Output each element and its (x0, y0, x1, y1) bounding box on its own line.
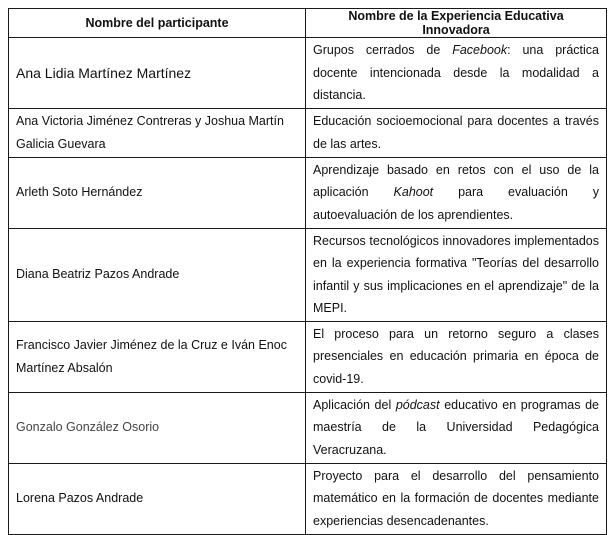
experience-text-segment: Proyecto para el desarrollo del pensamiento matemático en la formación de docentes mediante experiencias desencadenantes. (313, 468, 599, 528)
participant-name: Ana Lidia Martínez Martínez (9, 38, 306, 109)
experience-title (306, 108, 607, 157)
experience-text-segment: Aplicación del (313, 397, 396, 412)
participant-name: Diana Beatriz Pazos Andrade (9, 228, 306, 321)
table-row (9, 38, 607, 109)
participants-table (8, 8, 607, 535)
experience-title (306, 157, 607, 228)
experience-text-segment: educativo en programas de maestría de la Universidad Pedagógica Veracruzana. (313, 397, 599, 457)
experience-title (306, 463, 607, 534)
experience-text-segment: El proceso para un retorno seguro a clases presenciales en educación primaria en época de covid-19. (313, 326, 599, 386)
header-participant: Nombre del participante (9, 9, 306, 38)
experience-text-segment: Recursos tecnológicos innovadores implementados en la experiencia formativa "Teorías del desarrollo infantil y sus implicaciones en el aprendizaje" de la MEPI. (313, 233, 599, 315)
table-row (9, 228, 607, 321)
experience-text-segment: : una práctica docente intencionada desde la modalidad a distancia. (313, 43, 599, 102)
table-row (9, 463, 607, 534)
experience-title (306, 321, 607, 392)
experience-text-segment: Educación socioemocional para docentes a través de las artes. (313, 114, 599, 151)
table-row (9, 108, 607, 157)
table-row (9, 321, 607, 392)
participant-name: Ana Victoria Jiménez Contreras y Joshua Martín Galicia Guevara (9, 108, 306, 157)
experience-text-segment: pódcast (395, 397, 440, 412)
experience-text-segment: Kahoot (393, 185, 434, 200)
experience-text-segment: Facebook (452, 43, 508, 57)
experience-text-segment: para evaluación y autoevaluación de los aprendientes. (313, 185, 599, 222)
experience-title (306, 38, 607, 109)
experience-title (306, 392, 607, 463)
participant-name: Lorena Pazos Andrade (9, 463, 306, 534)
experience-text-segment: Aprendizaje basado en retos con el uso de la aplicación (313, 162, 599, 200)
table-header-row (9, 9, 607, 38)
header-experience: Nombre de la Experiencia Educativa Innovadora (306, 9, 607, 38)
table-row (9, 157, 607, 228)
participant-name: Gonzalo González Osorio (9, 392, 306, 463)
experience-text-segment: Grupos cerrados de (313, 43, 453, 57)
participant-name: Arleth Soto Hernández (9, 157, 306, 228)
participant-name: Francisco Javier Jiménez de la Cruz e Iván Enoc Martínez Absalón (9, 321, 306, 392)
table-row (9, 392, 607, 463)
experience-title (306, 228, 607, 321)
